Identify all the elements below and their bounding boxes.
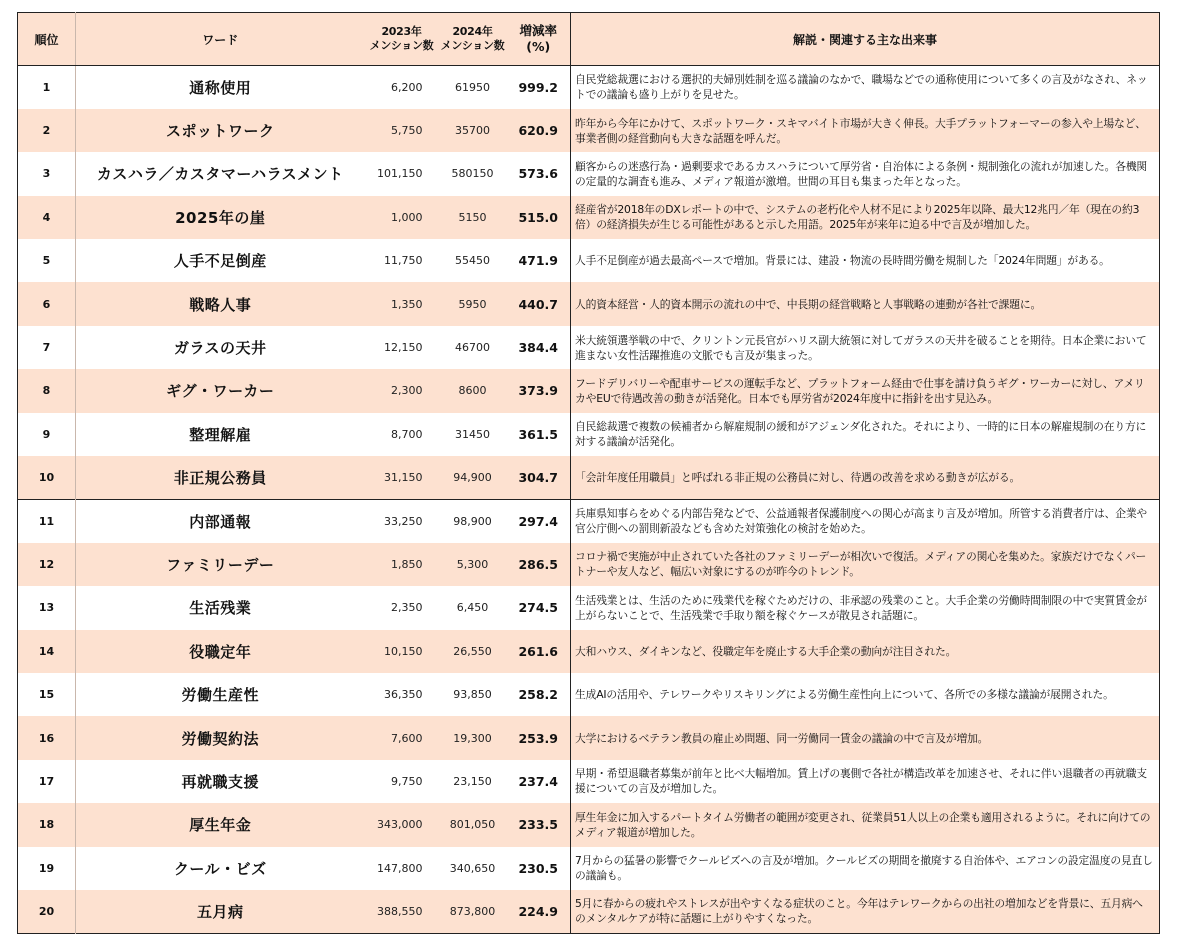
- table-row: [18, 543, 1160, 586]
- mentions-2024-cell: 580150: [451, 167, 494, 181]
- table-row: [18, 282, 1160, 325]
- mentions-2023-cell: 2,350: [391, 601, 423, 615]
- mentions-2024-cell: 98,900: [439, 499, 507, 542]
- header-row: [18, 13, 1160, 66]
- word-cell: スポットワーク: [165, 122, 275, 141]
- mentions-2024-cell: 23,150: [453, 774, 492, 788]
- mentions-2024-cell: 340,650: [449, 861, 496, 875]
- table-row: [18, 326, 1160, 369]
- description-cell: 米大統領選挙戦の中で、クリントン元長官がハリス副大統領に対してガラスの天井を破ることを期待。日本企業において進まない女性活躍推進の文脈でも言及が集まった。: [571, 326, 1160, 369]
- rate-cell: 233.5: [518, 817, 559, 833]
- word-cell: 戦略人事: [189, 295, 252, 314]
- word-cell: ガラスの天井: [173, 339, 267, 358]
- mentions-2023-cell: 7,600: [391, 731, 423, 745]
- mentions-2023-cell: 147,800: [377, 861, 423, 875]
- mentions-2024-cell: 5950: [458, 297, 487, 311]
- word-cell: 労働契約法: [181, 729, 259, 748]
- mentions-2024-cell: 61950: [455, 80, 490, 94]
- rate-cell: 384.4: [518, 340, 559, 356]
- description-cell: 顧客からの迷惑行為・過剰要求であるカスハラについて厚労省・自治体による条例・規制強化の流れが加速した。各機関の定量的な調査も進み、メディア報道が激増。世間の耳目も集まった年となった。: [571, 152, 1160, 195]
- description-cell: 自民総裁選で複数の候補者から解雇規制の緩和がアジェンダ化された。それにより、一時的に日本の解雇規制の在り方に対する議論が活発化。: [571, 413, 1160, 456]
- description-cell: 人的資本経営・人的資本開示の流れの中で、中長期の経営戦略と人事戦略の連動が各社で課題に。: [571, 282, 1160, 325]
- word-cell: 労働生産性: [181, 686, 259, 705]
- rank-cell: 10: [18, 456, 76, 499]
- rank-cell: 7: [18, 326, 76, 369]
- rate-cell: 999.2: [518, 79, 559, 95]
- table-row: [18, 847, 1160, 890]
- mentions-2024-cell: 8600: [458, 384, 487, 398]
- rank-cell: 6: [18, 282, 76, 325]
- header-mentions-2024-label: メンション数: [440, 39, 505, 52]
- table-row: [18, 239, 1160, 282]
- description-cell: フードデリバリーや配車サービスの運転手など、プラットフォーム経由で仕事を請け負うギグ・ワーカーに対し、アメリカやEUで待遇改善の動きが活発化。日本でも厚労省が2024年度中に指針を出す見込み。: [571, 369, 1160, 412]
- description-cell: 7月からの猛暑の影響でクールビズへの言及が増加。クールビズの期間を撤廃する自治体や、エアコンの設定温度の見直しの議論も。: [571, 847, 1160, 890]
- table-row: [18, 586, 1160, 629]
- header-description: 解説・関連する主な出来事: [571, 13, 1160, 66]
- header-rate-label: 増減率: [519, 23, 557, 38]
- description-cell: 早期・希望退職者募集が前年と比べ大幅増加。賃上げの裏側で各社が構造改革を加速させ、それに伴い退職者の再就職支援についての言及が増加した。: [571, 760, 1160, 803]
- table-row: [18, 369, 1160, 412]
- table-row: [18, 673, 1160, 716]
- rate-cell: 261.6: [518, 643, 559, 659]
- table-row: [18, 456, 1160, 499]
- word-cell: 通称使用: [189, 78, 252, 97]
- word-cell: 内部通報: [76, 499, 365, 542]
- rate-cell: 237.4: [518, 773, 559, 789]
- description-cell: 5月に春からの疲れやストレスが出やすくなる症状のこと。今年はテレワークからの出社の増加などを背景に、五月病へのメンタルケアが特に話題に上がりやすくなった。: [571, 890, 1160, 933]
- rate-cell: 286.5: [518, 556, 559, 572]
- mentions-2023-cell: 11,750: [384, 254, 423, 268]
- header-word: ワード: [76, 13, 365, 66]
- mentions-2023-cell: 9,750: [391, 774, 423, 788]
- header-mentions-2023-label: メンション数: [369, 39, 434, 52]
- rank-cell: 11: [18, 499, 76, 542]
- description-cell: 生活残業とは、生活のために残業代を稼ぐためだけの、非承認の残業のこと。大手企業の労働時間制限の中で実質賃金が上がらないことで、生活残業で手取り額を稼ぐケースが散見され話題に。: [571, 586, 1160, 629]
- header-rank: 順位: [18, 13, 76, 66]
- rate-cell: 361.5: [518, 426, 559, 442]
- rate-cell: 515.0: [518, 209, 559, 225]
- mentions-2024-cell: 26,550: [453, 644, 492, 658]
- mentions-2024-cell: 5,300: [456, 557, 489, 571]
- word-cell: カスハラ／カスタマーハラスメント: [96, 165, 344, 184]
- rate-cell: 230.5: [518, 860, 559, 876]
- rank-cell: 8: [18, 369, 76, 412]
- description-cell: コロナ禍で実施が中止されていた各社のファミリーデーが相次いで復活。メディアの関心を集めた。家族だけでなくパートナーや友人など、幅広い対象にするのが昨今のトレンド。: [571, 543, 1160, 586]
- description-cell: 経産省が2018年のDXレポートの中で、システムの老朽化や人材不足により2025年以降、最大12兆円／年（現在の約3倍）の経済損失が生じる可能性があると示した用語。2025年が来年に迫る中で言及が増加した。: [571, 196, 1160, 239]
- rank-cell: 3: [18, 152, 76, 195]
- table-row: [18, 760, 1160, 803]
- table-row: [18, 499, 1160, 542]
- rank-cell: 5: [18, 239, 76, 282]
- table-row: [18, 630, 1160, 673]
- rank-cell: 16: [18, 716, 76, 759]
- header-mentions-2023-year: 2023年: [381, 25, 422, 38]
- mentions-2024-cell: 46700: [455, 341, 490, 355]
- mentions-2024-cell: 31450: [455, 427, 490, 441]
- description-cell: 昨年から今年にかけて、スポットワーク・スキマバイト市場が大きく伸長。大手プラットフォーマーの参入や上場など、事業者側の経営動向も大きな話題を呼んだ。: [571, 109, 1160, 152]
- mentions-2023-cell: 2,300: [391, 384, 423, 398]
- description-cell: 人手不足倒産が過去最高ペースで増加。背景には、建設・物流の長時間労働を規制した「2024年問題」がある。: [571, 239, 1160, 282]
- mentions-2024-cell: 35700: [455, 124, 490, 138]
- rank-cell: 12: [18, 543, 76, 586]
- table-row: [18, 890, 1160, 933]
- word-cell: 生活残業: [189, 599, 252, 618]
- mentions-2023-cell: 36,350: [384, 688, 423, 702]
- header-mentions-2024: [439, 13, 507, 66]
- mentions-2023-cell: 1,350: [391, 297, 423, 311]
- mentions-2024-cell: 94,900: [453, 470, 492, 484]
- rate-cell: 253.9: [518, 730, 559, 746]
- rate-cell: 304.7: [518, 469, 559, 485]
- table-row: [18, 413, 1160, 456]
- rate-cell: 274.5: [518, 600, 559, 616]
- description-cell: 生成AIの活用や、テレワークやリスキリングによる労働生産性向上について、各所での多様な議論が展開された。: [571, 673, 1160, 716]
- rate-cell: 573.6: [518, 166, 559, 182]
- description-cell: 厚生年金に加入するパートタイム労働者の範囲が変更され、従業員51人以上の企業も適用されるように。それに向けてのメディア報道が増加した。: [571, 803, 1160, 846]
- rate-cell: 373.9: [518, 383, 559, 399]
- description-cell: 大学におけるベテラン教員の雇止め問題、同一労働同一賃金の議論の中で言及が増加。: [571, 716, 1160, 759]
- description-cell: 「会計年度任用職員」と呼ばれる非正規の公務員に対し、待遇の改善を求める動きが広がる。: [571, 456, 1160, 499]
- mentions-2024-cell: 93,850: [453, 688, 492, 702]
- word-cell: 再就職支援: [181, 772, 259, 791]
- rate-cell: 297.4: [507, 499, 571, 542]
- word-cell: 人手不足倒産: [173, 252, 267, 271]
- rate-cell: 224.9: [518, 903, 559, 919]
- mentions-2023-cell: 101,150: [377, 167, 423, 181]
- word-cell: 役職定年: [189, 642, 252, 661]
- mentions-2024-cell: 873,800: [449, 904, 496, 918]
- table-row: [18, 66, 1160, 109]
- table-row: [18, 716, 1160, 759]
- rank-cell: 15: [18, 673, 76, 716]
- description-cell: 兵庫県知事らをめぐる内部告発などで、公益通報者保護制度への関心が高まり言及が増加。所管する消費者庁は、企業や官公庁側への罰則新設なども含めた対策強化の検討を始めた。: [571, 499, 1160, 542]
- mentions-2023-cell: 33,250: [365, 499, 439, 542]
- table-body: [18, 66, 1160, 934]
- word-cell: 厚生年金: [189, 816, 252, 835]
- rank-cell: 19: [18, 847, 76, 890]
- mentions-2023-cell: 343,000: [377, 818, 423, 832]
- word-cell: 五月病: [196, 902, 244, 921]
- description-cell: 自民党総裁選における選択的夫婦別姓制を巡る議論のなかで、職場などでの通称使用について多くの言及がなされ、ネットでの議論も盛り上がりを見せた。: [571, 66, 1160, 109]
- mentions-2023-cell: 8,700: [391, 427, 423, 441]
- rank-cell: 20: [18, 890, 76, 933]
- word-cell: 整理解雇: [189, 425, 252, 444]
- mentions-2024-cell: 19,300: [453, 731, 492, 745]
- table-row: [18, 803, 1160, 846]
- word-cell: ファミリーデー: [166, 555, 275, 574]
- word-cell: ギグ・ワーカー: [166, 382, 275, 401]
- header-rate: [507, 13, 571, 66]
- rate-cell: 471.9: [518, 253, 559, 269]
- word-cell: クール・ビズ: [173, 859, 267, 878]
- ranking-table: [17, 12, 1160, 934]
- word-cell: 非正規公務員: [173, 468, 267, 487]
- description-cell: 大和ハウス、ダイキンなど、役職定年を廃止する大手企業の動向が注目された。: [571, 630, 1160, 673]
- rank-cell: 14: [18, 630, 76, 673]
- rank-cell: 4: [18, 196, 76, 239]
- header-mentions-2024-year: 2024年: [452, 25, 493, 38]
- mentions-2024-cell: 6,450: [456, 601, 489, 615]
- mentions-2023-cell: 5,750: [391, 124, 423, 138]
- rank-cell: 1: [18, 66, 76, 109]
- rate-cell: 440.7: [518, 296, 559, 312]
- mentions-2023-cell: 31,150: [384, 470, 423, 484]
- rank-cell: 17: [18, 760, 76, 803]
- table-row: [18, 109, 1160, 152]
- mentions-2023-cell: 1,850: [391, 557, 423, 571]
- mentions-2023-cell: 388,550: [377, 904, 423, 918]
- rate-cell: 258.2: [518, 687, 559, 703]
- header-rate-unit: (%): [526, 39, 551, 54]
- mentions-2023-cell: 6,200: [391, 80, 423, 94]
- mentions-2023-cell: 10,150: [384, 644, 423, 658]
- word-cell: 2025年の崖: [175, 208, 266, 227]
- header-mentions-2023: [365, 13, 439, 66]
- mentions-2024-cell: 801,050: [449, 818, 496, 832]
- mentions-2023-cell: 1,000: [391, 210, 423, 224]
- mentions-2024-cell: 5150: [458, 210, 487, 224]
- rank-cell: 9: [18, 413, 76, 456]
- rank-cell: 2: [18, 109, 76, 152]
- table-row: [18, 196, 1160, 239]
- rank-cell: 13: [18, 586, 76, 629]
- mentions-2024-cell: 55450: [455, 254, 490, 268]
- rank-cell: 18: [18, 803, 76, 846]
- table-row: [18, 152, 1160, 195]
- rate-cell: 620.9: [518, 123, 559, 139]
- mentions-2023-cell: 12,150: [384, 341, 423, 355]
